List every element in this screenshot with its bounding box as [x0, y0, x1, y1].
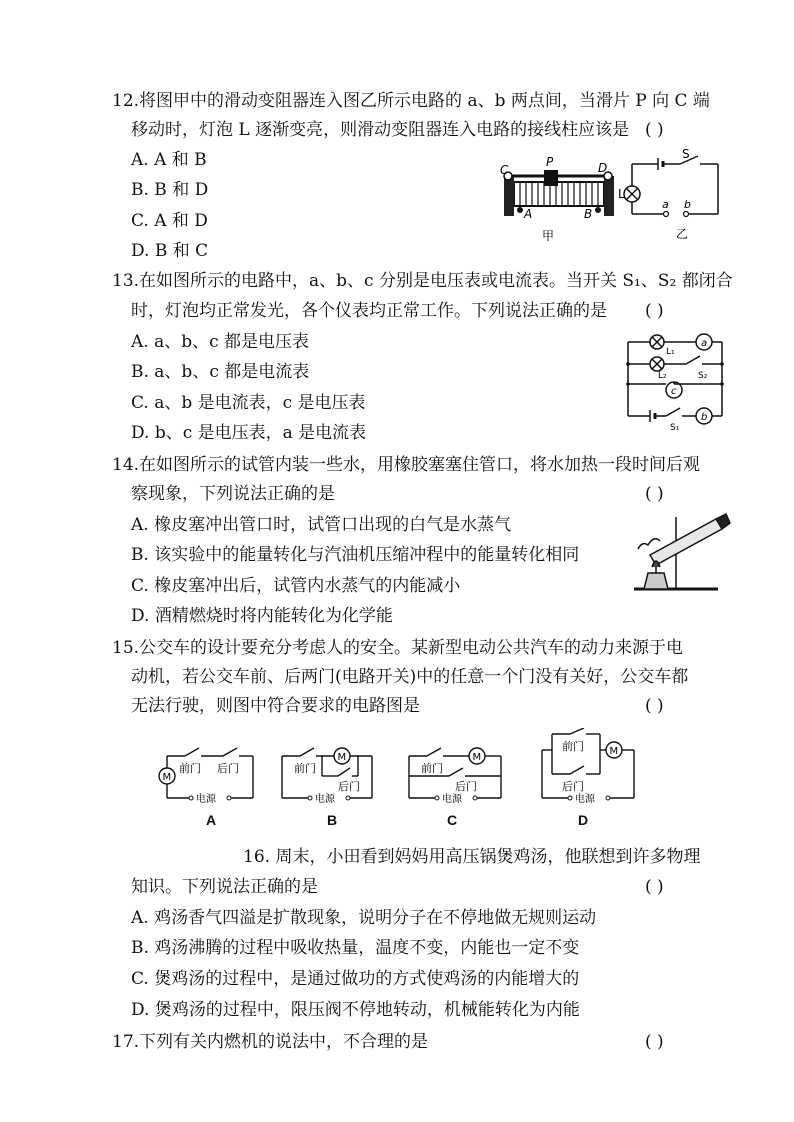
q14-stem-line1: 14.在如图所示的试管内装一些水，用橡胶塞塞住管口，将水加热一段时间后观 — [112, 455, 701, 475]
rheostat-label-c: C — [500, 163, 509, 177]
q12-stem-line1: 12.将图甲中的滑动变阻器连入图乙所示电路的 a、b 两点间，当滑片 P 向 C 端 — [112, 91, 710, 111]
circuit-label-a: a — [662, 198, 669, 211]
motor-label: M — [337, 752, 347, 763]
rheostat-diagram — [500, 155, 614, 243]
q14-answer-paren: ( ) — [645, 484, 664, 504]
q17-answer-paren: ( ) — [645, 1032, 664, 1052]
q17-stem-line1: 17.下列有关内燃机的说法中，不合理的是 — [112, 1032, 429, 1052]
q13-option-d: D. b、c 是电压表，a 是电流表 — [131, 423, 367, 443]
q15-answer-paren: ( ) — [645, 696, 664, 716]
front-door-label: 前门 — [179, 762, 201, 775]
q15-circuit-c-letter: C — [447, 812, 458, 828]
q16-option-b: B. 鸡汤沸腾的过程中吸收热量，温度不变，内能也一定不变 — [131, 938, 580, 958]
q14-test-tube-figure — [620, 505, 732, 595]
q15-circuit-a-letter: A — [206, 812, 217, 828]
meter-c-label: c — [671, 386, 677, 397]
q14-option-d: D. 酒精燃烧时将内能转化为化学能 — [131, 606, 393, 626]
q13-option-a: A. a、b、c 都是电压表 — [131, 332, 310, 352]
power-label: 电源 — [442, 794, 462, 805]
power-label: 电源 — [575, 794, 595, 805]
lamp-l2-label: L₂ — [658, 371, 667, 381]
q13-option-c: C. a、b 是电流表，c 是电压表 — [131, 393, 366, 413]
power-label: 电源 — [315, 794, 335, 805]
power-label: 电源 — [196, 794, 216, 805]
q16-option-a: A. 鸡汤香气四溢是扩散现象，说明分子在不停地做无规则运动 — [131, 908, 597, 928]
meter-b-label: b — [701, 412, 708, 423]
q12-option-c: C. A 和 D — [131, 211, 208, 231]
q15-circuit-d — [538, 728, 648, 810]
q12-option-a: A. A 和 B — [131, 150, 207, 170]
back-door-label: 后门 — [338, 780, 360, 793]
back-door-label: 后门 — [455, 780, 477, 793]
circuit-label-b: b — [684, 198, 691, 211]
back-door-label: 后门 — [562, 780, 584, 793]
figure-caption-jia: 甲 — [542, 229, 555, 243]
rheostat-label-a: A — [524, 207, 533, 221]
q14-option-a: A. 橡皮塞冲出管口时，试管口出现的白气是水蒸气 — [131, 515, 512, 535]
q15-circuit-d-letter: D — [578, 812, 589, 828]
q12-answer-paren: ( ) — [645, 120, 664, 140]
q16-option-d: D. 煲鸡汤的过程中，限压阀不停地转动，机械能转化为内能 — [131, 1000, 580, 1020]
q13-option-b: B. a、b、c 都是电流表 — [131, 362, 310, 382]
switch-s2-label: S₂ — [698, 371, 708, 381]
q15-circuit-a — [155, 740, 265, 810]
motor-label: M — [472, 752, 482, 763]
q16-option-c: C. 煲鸡汤的过程中，是通过做功的方式使鸡汤的内能增大的 — [131, 969, 580, 989]
q13-circuit-figure — [620, 328, 730, 438]
q16-stem-line2: 知识。下列说法正确的是 — [131, 877, 318, 897]
rheostat-label-b: B — [584, 207, 593, 221]
q15-stem-line2: 动机，若公交车前、后两门(电路开关)中的任意一个门没有关好，公交车都 — [131, 667, 689, 687]
circuit-yi-diagram — [624, 156, 718, 214]
rheostat-label-d: D — [598, 161, 608, 175]
q16-answer-paren: ( ) — [645, 877, 664, 897]
q12-option-d: D. B 和 C — [131, 241, 209, 261]
lamp-l1-label: L₁ — [666, 347, 675, 357]
q14-option-b: B. 该实验中的能量转化与汽油机压缩冲程中的能量转化相同 — [131, 545, 580, 565]
front-door-label: 前门 — [294, 762, 316, 775]
back-door-label: 后门 — [217, 762, 239, 775]
q12-stem-line2: 移动时，灯泡 L 逐渐变亮，则滑动变阻器连入电路的接线柱应该是 — [131, 120, 630, 140]
circuit-label-l: L — [618, 187, 625, 201]
q15-stem-line3: 无法行驶，则图中符合要求的电路图是 — [131, 696, 420, 716]
q16-stem-line1: 16. 周末，小田看到妈妈用高压锅煲鸡汤，他联想到许多物理 — [243, 847, 701, 867]
q12-option-b: B. B 和 D — [131, 180, 209, 200]
q14-stem-line2: 察现象，下列说法正确的是 — [131, 484, 335, 504]
q15-circuit-b — [278, 740, 388, 810]
motor-label: M — [609, 746, 619, 757]
q15-circuit-b-letter: B — [327, 812, 338, 828]
meter-a-label: a — [701, 338, 708, 349]
switch-s1-label: S₁ — [670, 423, 680, 433]
q13-stem-line1: 13.在如图所示的电路中，a、b、c 分别是电压表或电流表。当开关 S₁、S₂ 都闭合 — [112, 271, 733, 291]
q12-figure — [500, 148, 730, 248]
q13-answer-paren: ( ) — [645, 301, 664, 321]
q15-circuit-c — [405, 740, 515, 810]
q14-option-c: C. 橡皮塞冲出后，试管内水蒸气的内能减小 — [131, 576, 461, 596]
motor-label: M — [162, 772, 172, 783]
circuit-label-s: S — [682, 148, 690, 161]
front-door-label: 前门 — [421, 762, 443, 775]
rheostat-label-p: P — [546, 155, 554, 169]
figure-caption-yi: 乙 — [676, 227, 689, 241]
q15-stem-line1: 15.公交车的设计要充分考虑人的安全。某新型电动公共汽车的动力来源于电 — [112, 638, 684, 658]
front-door-label: 前门 — [562, 740, 584, 753]
q13-stem-line2: 时，灯泡均正常发光，各个仪表均正常工作。下列说法正确的是 — [131, 301, 607, 321]
